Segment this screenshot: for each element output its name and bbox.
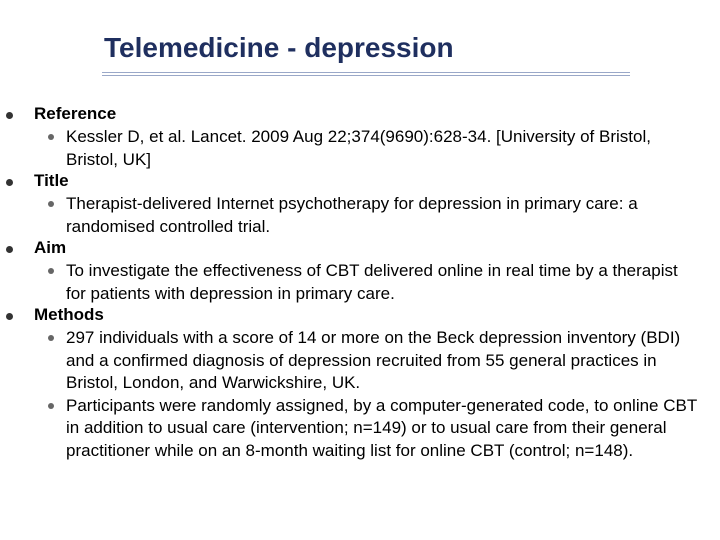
sub-bullet-text: To investigate the effectiveness of CBT delivered online in real time by a therapist for patients with depression in primary care. xyxy=(66,261,678,303)
sub-bullet-text: Kessler D, et al. Lancet. 2009 Aug 22;374(9690):628-34. [University of Bristol, Bristol, UK] xyxy=(66,127,651,169)
sub-bullet-item xyxy=(0,260,720,305)
sub-bullet-item xyxy=(0,327,720,395)
main-bullet-icon xyxy=(6,313,13,320)
sub-bullet-text: 297 individuals with a score of 14 or more on the Beck depression inventory (BDI) and a confirmed diagnosis of depression recruited from 55 general practices in Bristol, London, and Warwickshire, UK. xyxy=(66,328,681,392)
main-bullet-item xyxy=(0,305,720,327)
main-bullet-item xyxy=(0,238,720,260)
main-bullet-icon xyxy=(6,246,13,253)
slide-content xyxy=(0,104,720,462)
sub-bullet-icon xyxy=(48,335,54,341)
sub-bullet-item xyxy=(0,126,720,171)
main-bullet-icon xyxy=(6,112,13,119)
main-bullet-item xyxy=(0,171,720,193)
section-heading: Aim xyxy=(34,238,67,257)
sub-bullet-text: Therapist-delivered Internet psychotherapy for depression in primary care: a randomised controlled trial. xyxy=(66,194,638,236)
section-title xyxy=(0,171,720,238)
section-methods xyxy=(0,305,720,462)
section-heading: Title xyxy=(34,171,69,190)
section-heading: Methods xyxy=(34,305,104,324)
section-reference xyxy=(0,104,720,171)
sub-bullet-item xyxy=(0,193,720,238)
main-bullet-icon xyxy=(6,179,13,186)
title-divider xyxy=(102,72,630,76)
main-bullet-item xyxy=(0,104,720,126)
section-heading: Reference xyxy=(34,104,117,123)
sub-bullet-item xyxy=(0,395,720,463)
section-aim xyxy=(0,238,720,305)
slide-title: Telemedicine - depression xyxy=(104,32,454,63)
sub-bullet-icon xyxy=(48,268,54,274)
sub-bullet-icon xyxy=(48,134,54,140)
sub-bullet-text: Participants were randomly assigned, by a computer-generated code, to online CBT in addition to usual care (intervention; n=149) or to usual care from their general practitioner while on an 8-month waiting list for online CBT (control; n=148). xyxy=(66,395,697,460)
sub-bullet-icon xyxy=(48,201,54,207)
sub-bullet-icon xyxy=(48,403,54,409)
